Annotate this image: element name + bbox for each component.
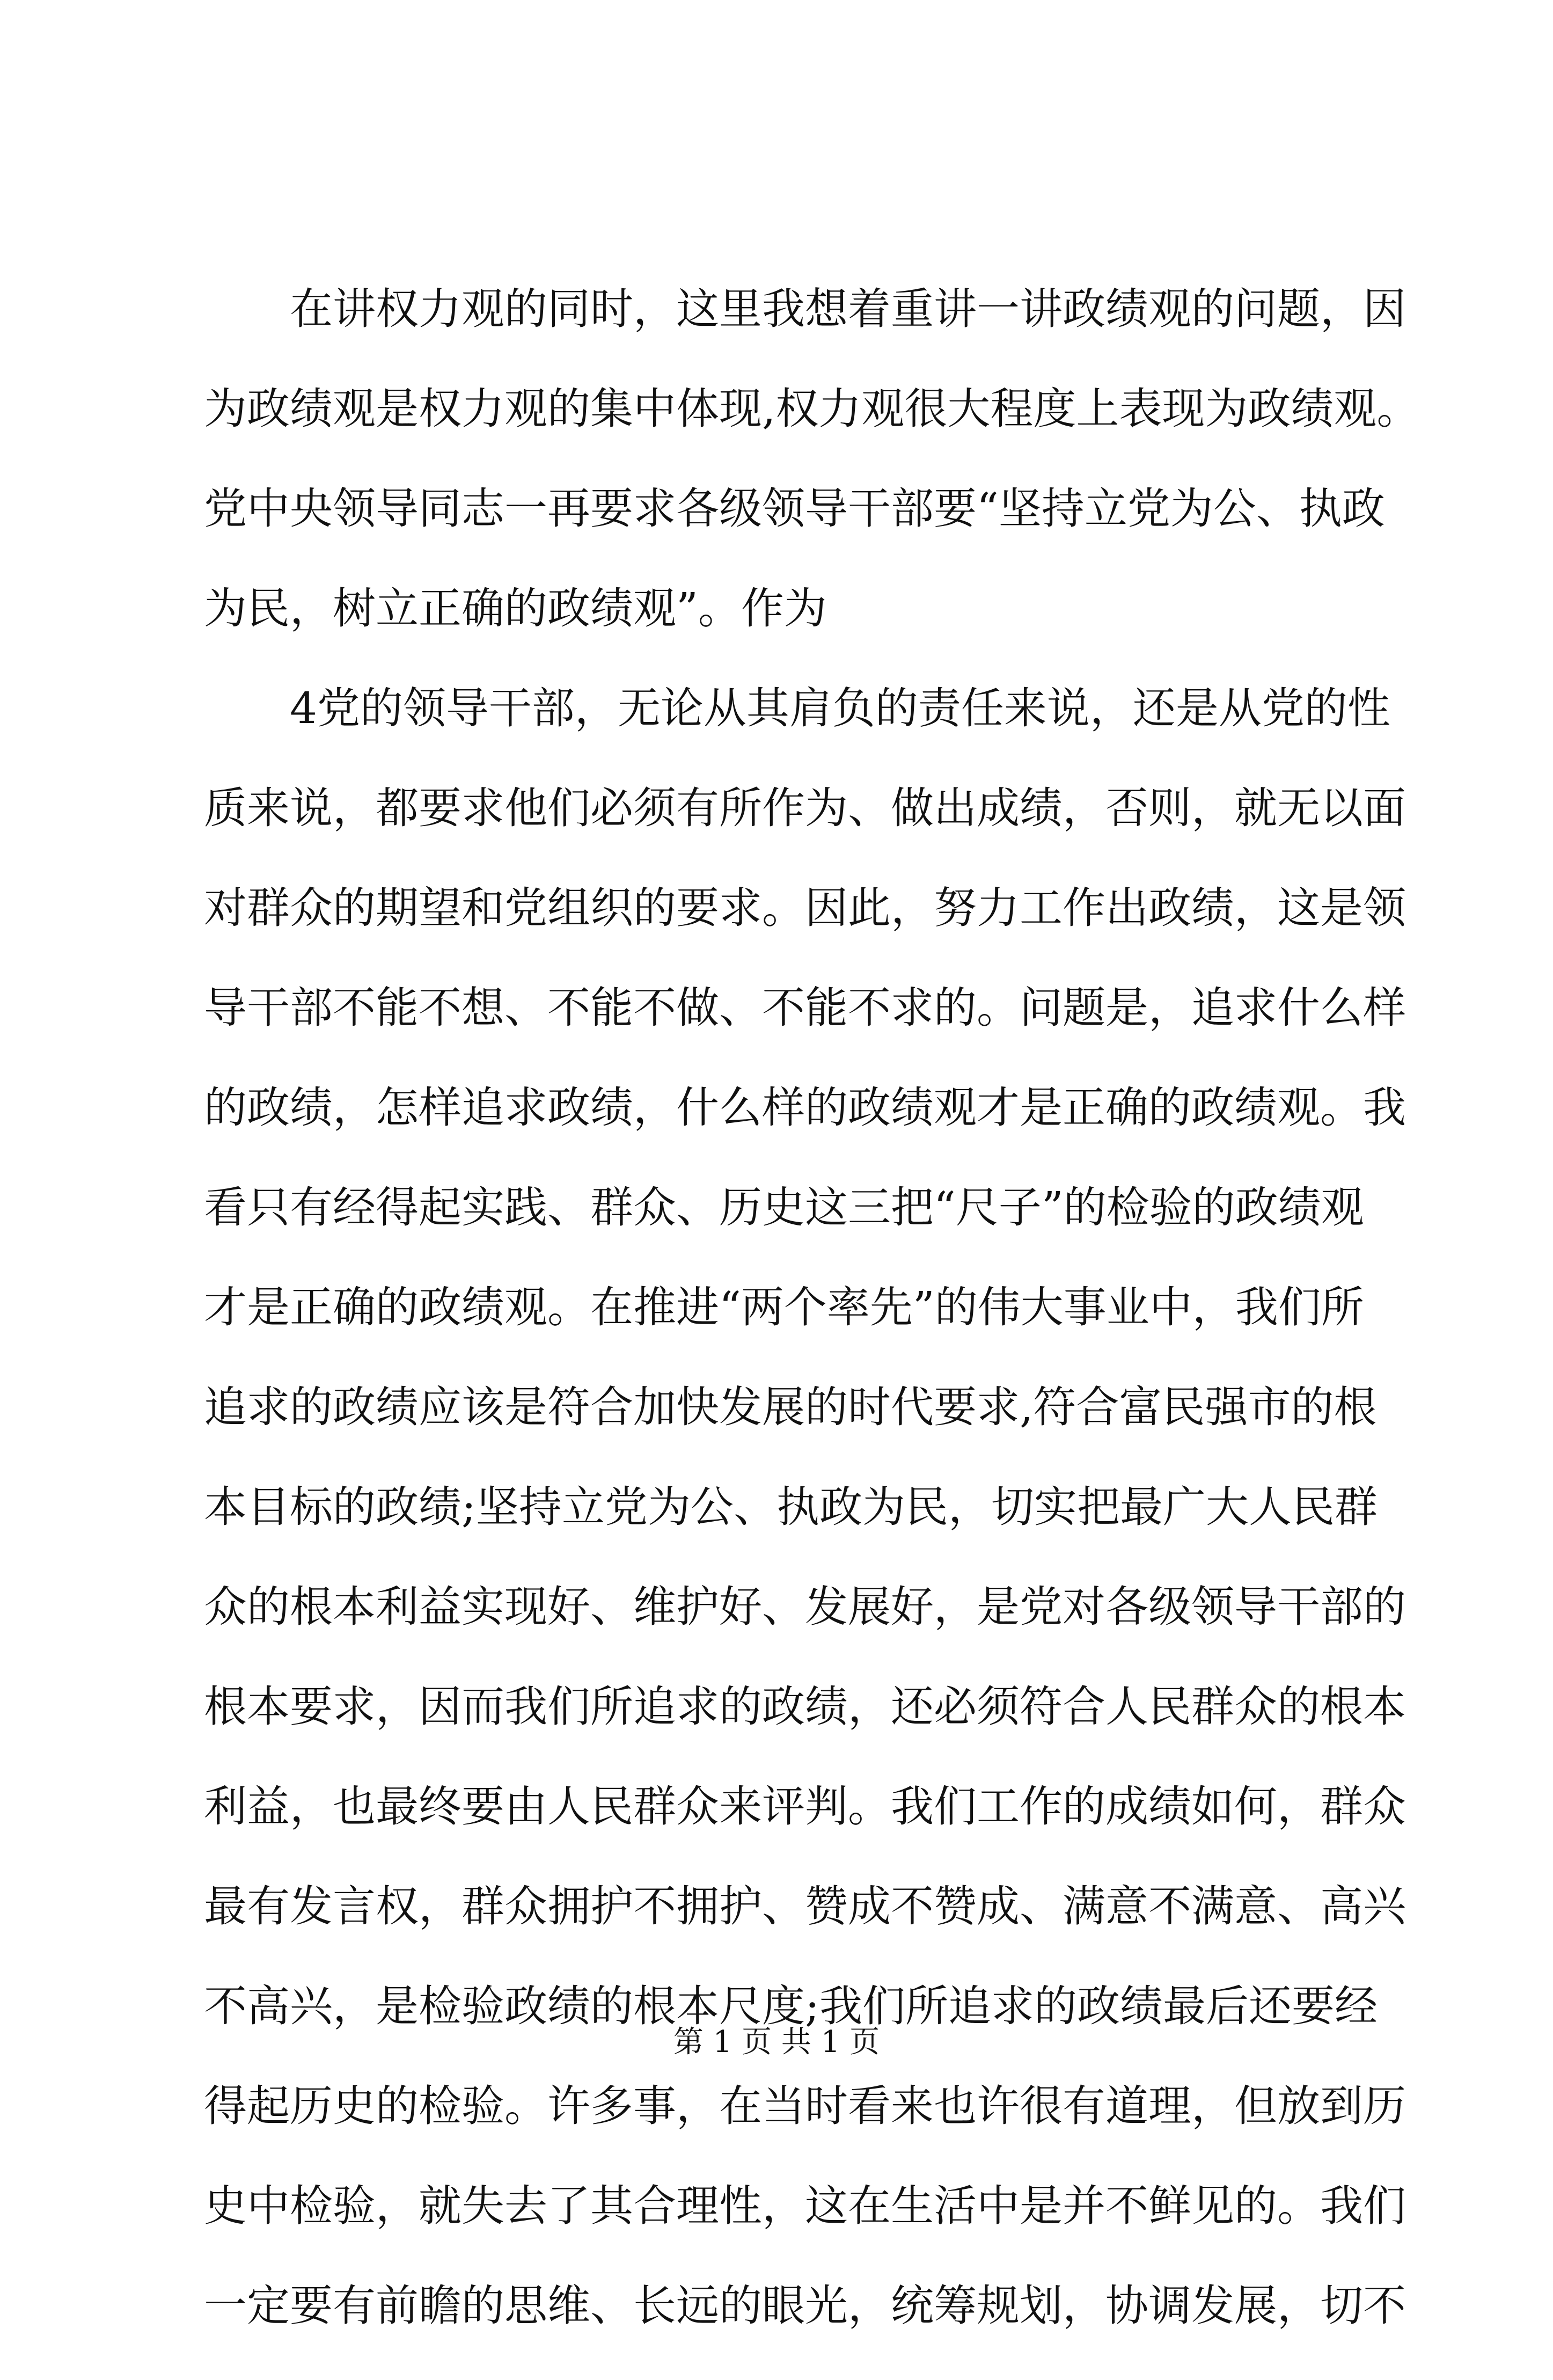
text-line-11: 才是正确的政绩观。在推进“两个率先”的伟大事业中，我们所: [204, 1282, 1364, 1332]
text-line-6: 质来说，都要求他们必须有所作为、做出成绩，否则，就无以面: [204, 783, 1406, 833]
text-line-15: 根本要求，因而我们所追求的政绩，还必须符合人民群众的根本: [204, 1682, 1406, 1732]
page-number-label: 第 1 页 共 1 页: [673, 2025, 880, 2060]
text-line-9: 的政绩，怎样追求政绩，什么样的政绩观才是正确的政绩观。我: [204, 1083, 1406, 1133]
text-line-18: 不高兴，是检验政绩的根本尺度;我们所追求的政绩最后还要经: [204, 1981, 1378, 2031]
text-line-5: 4党的领导干部，无论从其肩负的责任来说，还是从党的性: [204, 683, 1390, 733]
text-line-8: 导干部不能不想、不能不做、不能不求的。问题是，追求什么样: [204, 983, 1406, 1033]
text-line-10: 看只有经得起实践、群众、历史这三把“尺子”的检验的政绩观: [204, 1182, 1364, 1232]
text-line-13: 本目标的政绩;坚持立党为公、执政为民，切实把最广大人民群: [204, 1482, 1378, 1532]
text-line-1: 在讲权力观的同时，这里我想着重讲一讲政绩观的问题，因: [204, 284, 1406, 334]
text-line-16: 利益，也最终要由人民群众来评判。我们工作的成绩如何，群众: [204, 1782, 1406, 1831]
text-line-12: 追求的政绩应该是符合加快发展的时代要求,符合富民强市的根: [204, 1382, 1377, 1432]
text-line-2: 为政绩观是权力观的集中体现,权力观很大程度上表现为政绩观。: [204, 384, 1420, 434]
text-line-14: 众的根本利益实现好、维护好、发展好，是党对各级领导干部的: [204, 1582, 1406, 1632]
text-line-21: 一定要有前瞻的思维、长远的眼光，统筹规划，协调发展，切不: [204, 2281, 1406, 2331]
page-footer: [0, 2024, 1553, 2061]
body-text: [204, 283, 1420, 2380]
text-line-3: 党中央领导同志一再要求各级领导干部要“坚持立党为公、执政: [204, 484, 1385, 534]
text-line-19: 得起历史的检验。许多事，在当时看来也许很有道理，但放到历: [204, 2081, 1406, 2131]
text-line-4: 为民，树立正确的政绩观”。作为: [204, 583, 827, 633]
text-line-17: 最有发言权，群众拥护不拥护、赞成不赞成、满意不满意、高兴: [204, 1881, 1406, 1931]
text-line-20: 史中检验，就失去了其合理性，这在生活中是并不鲜见的。我们: [204, 2181, 1406, 2231]
text-line-7: 对群众的期望和党组织的要求。因此，努力工作出政绩，这是领: [204, 883, 1406, 933]
